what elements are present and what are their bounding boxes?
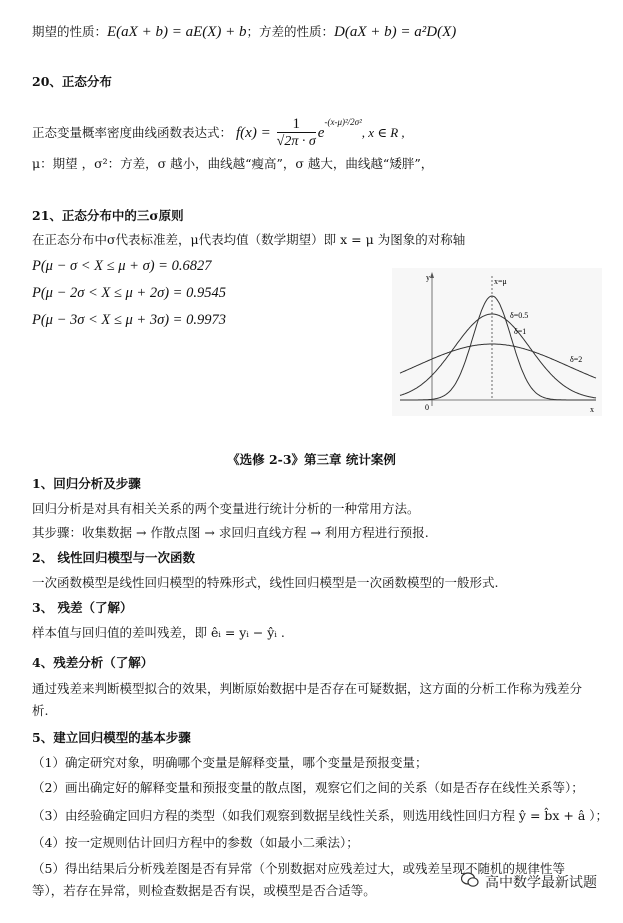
- domain-text: , x ∈ R ,: [361, 125, 405, 140]
- density-label: 正态变量概率密度曲线函数表达式：: [32, 125, 233, 140]
- chapter-title: 《选修 2-3》第三章 统计案例: [227, 452, 396, 467]
- section-21-heading: 21、正态分布中的三σ原则: [32, 208, 184, 223]
- heading-residual: 3、 残差（了解）: [32, 600, 133, 615]
- density-fraction: [277, 116, 316, 151]
- step-5: （5）得出结果后分析残差图是否有异常（个别数据对应残差过大，或残差呈现不随机的规律性等等），若存在异常，则检查数据是否有误，或模型是否合适等。: [32, 861, 565, 898]
- exp-base: e: [317, 125, 325, 141]
- expectation-label: 期望的性质：: [32, 24, 108, 39]
- fx-symbol: f(x) =: [236, 125, 271, 141]
- heading-regression-analysis: 1、回归分析及步骤: [32, 476, 141, 491]
- x-axis-label: x: [590, 405, 594, 414]
- mean-label: x=μ: [494, 277, 507, 286]
- normal-curves-figure: [392, 268, 602, 416]
- text-residual-analysis: 通过残差来判断模型拟合的效果，判断原始数据中是否存在可疑数据，这方面的分析工作称为残差分析.: [32, 681, 583, 718]
- separator-text: ；方差的性质：: [246, 24, 335, 39]
- step-2: （2）画出确定好的解释变量和预报变量的散点图，观察它们之间的关系（如是否存在线性关系等）；: [32, 780, 584, 795]
- sigma-2-label: δ=2: [570, 355, 583, 364]
- y-axis-label: y: [426, 273, 430, 282]
- text-residual: 样本值与回归值的差叫残差，即 êᵢ = yᵢ − ŷᵢ .: [32, 625, 285, 640]
- probability-two-sigma: P(μ − 2σ < X ≤ μ + 2σ) = 0.9545: [32, 285, 226, 301]
- heading-model-steps: 5、建立回归模型的基本步骤: [32, 730, 191, 745]
- sigma-description: μ：期望 ，σ²：方差，σ 越小，曲线越“瘦高”，σ 越大，曲线越“矮胖”，: [32, 156, 434, 171]
- fraction-numerator: 1: [277, 116, 316, 133]
- sigma-0-5-label: δ=0.5: [510, 311, 529, 320]
- section-20-heading: 20、正态分布: [32, 74, 112, 89]
- text-linear-model: 一次函数模型是线性回归模型的特殊形式，线性回归模型是一次函数模型的一般形式.: [32, 575, 499, 590]
- probability-one-sigma: P(μ − σ < X ≤ μ + σ) = 0.6827: [32, 258, 212, 274]
- origin-label: 0: [425, 403, 429, 412]
- watermark: [461, 872, 597, 892]
- probability-three-sigma: P(μ − 3σ < X ≤ μ + 3σ) = 0.9973: [32, 312, 226, 328]
- watermark-text: 高中数学最新试题: [485, 875, 597, 891]
- expectation-formula: E(aX + b) = aE(X) + b: [107, 24, 247, 40]
- wechat-icon: [461, 872, 479, 892]
- text-regression-definition: 回归分析是对具有相关关系的两个变量进行统计分析的一种常用方法。: [32, 501, 420, 516]
- density-formula-line: [32, 112, 405, 149]
- sigma-1-label: δ=1: [514, 327, 527, 336]
- fraction-denominator: √2π · σ: [276, 134, 316, 149]
- step-1: （1）确定研究对象，明确哪个变量是解释变量，哪个变量是预报变量；: [32, 755, 428, 770]
- text-regression-steps: 其步骤：收集数据 → 作散点图 → 求回归直线方程 → 利用方程进行预报.: [32, 525, 429, 540]
- figure-background: [392, 268, 602, 416]
- step-3: （3）由经验确定回归方程的类型（如我们观察到数据呈线性关系，则选用线性回归方程 ŷ = b̂x + â ）；: [32, 808, 609, 823]
- heading-residual-analysis: 4、残差分析（了解）: [32, 655, 154, 670]
- variance-properties-line: [32, 22, 456, 42]
- variance-formula: D(aX + b) = a²D(X): [334, 24, 457, 40]
- heading-linear-model: 2、 线性回归模型与一次函数: [32, 550, 196, 565]
- three-sigma-intro: 在正态分布中σ代表标准差，μ代表均值（数学期望）即 x = μ 为图象的对称轴: [32, 232, 466, 247]
- step-4: （4）按一定规则估计回归方程中的参数（如最小二乘法）；: [32, 835, 359, 850]
- exp-power: -(x-μ)²/2σ²: [324, 117, 362, 127]
